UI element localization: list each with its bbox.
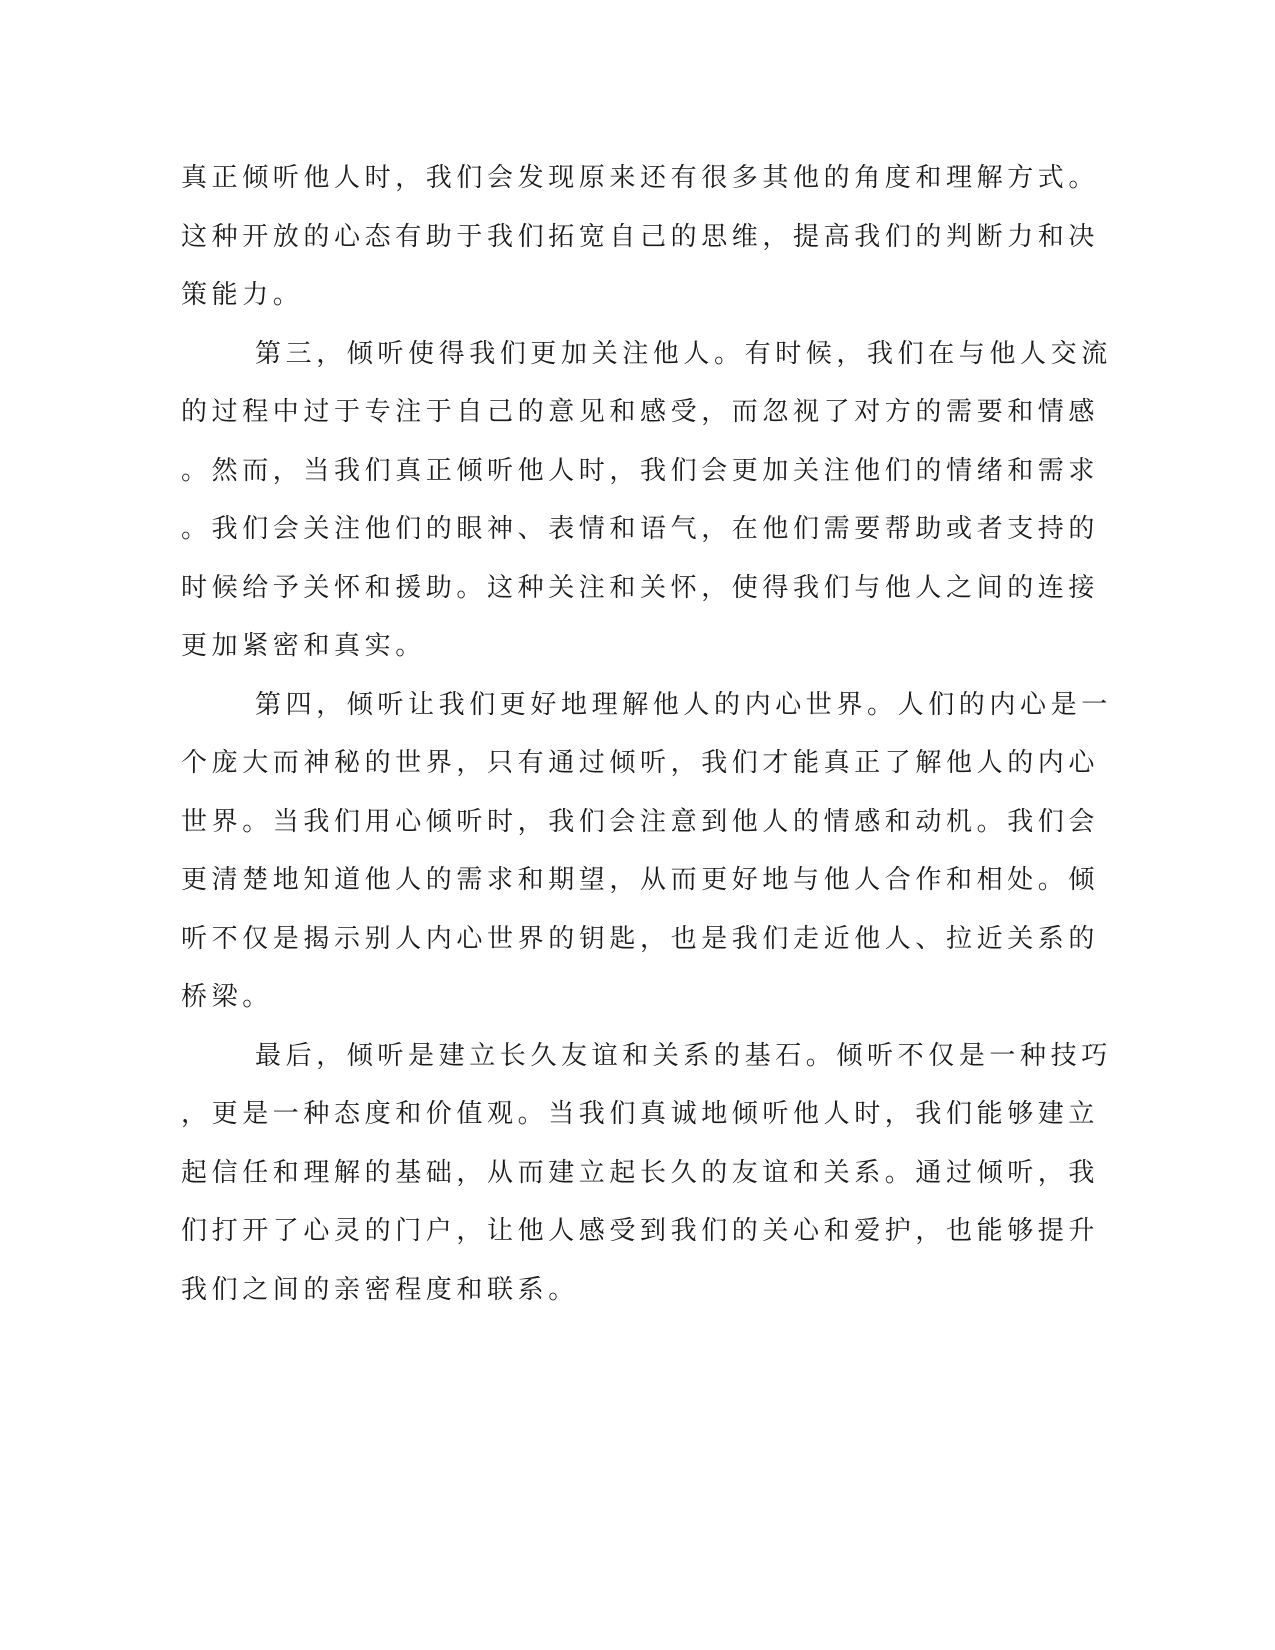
text-line: 听不仅是揭示别人内心世界的钥匙，也是我们走近他人、拉近关系的 <box>181 923 1100 954</box>
text-line: 第四，倾听让我们更好地理解他人的内心世界。人们的内心是一 <box>255 689 1112 720</box>
text-line: 更加紧密和真实。 <box>181 631 426 661</box>
text-line: 的过程中过于专注于自己的意见和感受，而忽视了对方的需要和情感 <box>181 397 1100 427</box>
text-line: 。我们会关注他们的眼神、表情和语气，在他们需要帮助或者支持的 <box>181 514 1100 544</box>
text-line: 真正倾听他人时，我们会发现原来还有很多其他的角度和理解方式。 <box>181 163 1100 193</box>
text-line: ，更是一种态度和价值观。当我们真诚地倾听他人时，我们能够建立 <box>181 1099 1100 1129</box>
text-line: 这种开放的心态有助于我们拓宽自己的思维，提高我们的判断力和决 <box>181 221 1100 252</box>
text-line: 个庞大而神秘的世界，只有通过倾听，我们才能真正了解他人的内心 <box>181 748 1100 778</box>
document-body <box>181 149 1112 1319</box>
text-line: 时候给予关怀和援助。这种关注和关怀，使得我们与他人之间的连接 <box>181 572 1100 603</box>
text-line: 桥梁。 <box>181 982 273 1012</box>
text-line: 第三，倾听使得我们更加关注他人。有时候，我们在与他人交流 <box>255 338 1112 369</box>
text-line: 们打开了心灵的门户，让他人感受到我们的关心和爱护，也能够提升 <box>181 1216 1100 1246</box>
text-line: 起信任和理解的基础，从而建立起长久的友谊和关系。通过倾听，我 <box>181 1157 1100 1188</box>
text-line: 最后，倾听是建立长久友谊和关系的基石。倾听不仅是一种技巧 <box>255 1040 1112 1071</box>
paragraph-final-point <box>181 1027 1112 1320</box>
text-line: 策能力。 <box>181 280 304 310</box>
paragraph-continuation <box>181 149 1100 325</box>
text-line: 。然而，当我们真正倾听他人时，我们会更加关注他们的情绪和需求 <box>181 455 1100 486</box>
text-line: 我们之间的亲密程度和联系。 <box>181 1274 579 1305</box>
paragraph-fourth-point <box>181 676 1112 1027</box>
text-line: 世界。当我们用心倾听时，我们会注意到他人的情感和动机。我们会 <box>181 806 1100 837</box>
text-line: 更清楚地知道他人的需求和期望，从而更好地与他人合作和相处。倾 <box>181 865 1100 895</box>
paragraph-third-point <box>181 325 1112 676</box>
